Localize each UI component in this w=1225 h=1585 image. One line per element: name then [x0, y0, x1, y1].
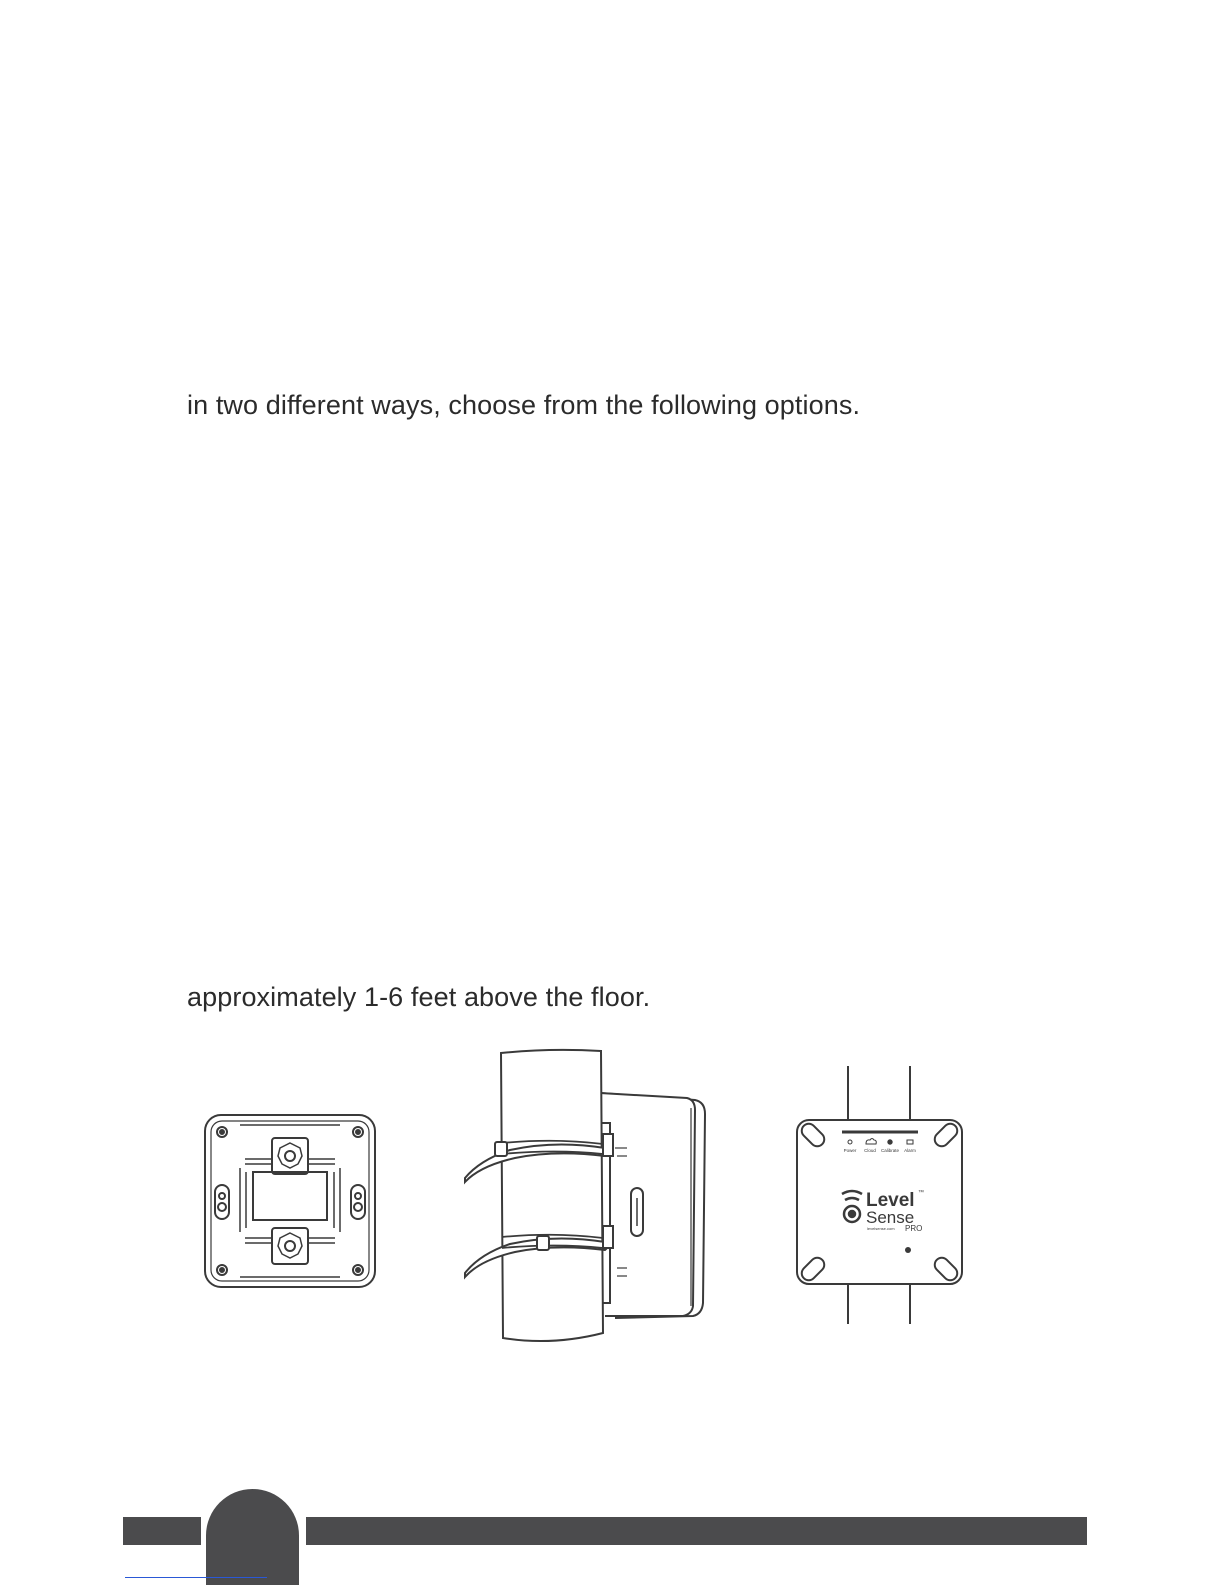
device-back-illustration — [200, 1110, 380, 1295]
led-label-alarm: Alarm — [904, 1148, 916, 1153]
logo-word-sense: Sense — [866, 1208, 915, 1227]
body-text-line-1: in two different ways, choose from the following options. — [187, 390, 861, 420]
logo-tm: ™ — [918, 1190, 924, 1196]
footer-bar-right — [306, 1517, 1087, 1545]
device-front-illustration — [790, 1062, 970, 1332]
body-text-line-2: approximately 1-6 feet above the floor. — [187, 982, 651, 1012]
led-label-cloud: Cloud — [864, 1148, 876, 1153]
logo-word-level: Level — [866, 1190, 915, 1211]
calibrate-icon — [888, 1140, 892, 1144]
led-label-calibrate: Calibrate — [880, 1148, 900, 1153]
link-underline[interactable] — [125, 1577, 267, 1578]
logo-url: levelsense.com — [867, 1226, 895, 1231]
footer-bar-left — [123, 1517, 201, 1545]
pole-mount-illustration — [455, 1048, 720, 1353]
page-number-tab — [206, 1489, 299, 1585]
logo-pro: PRO — [905, 1224, 923, 1233]
led-label-power: Power — [843, 1148, 857, 1153]
